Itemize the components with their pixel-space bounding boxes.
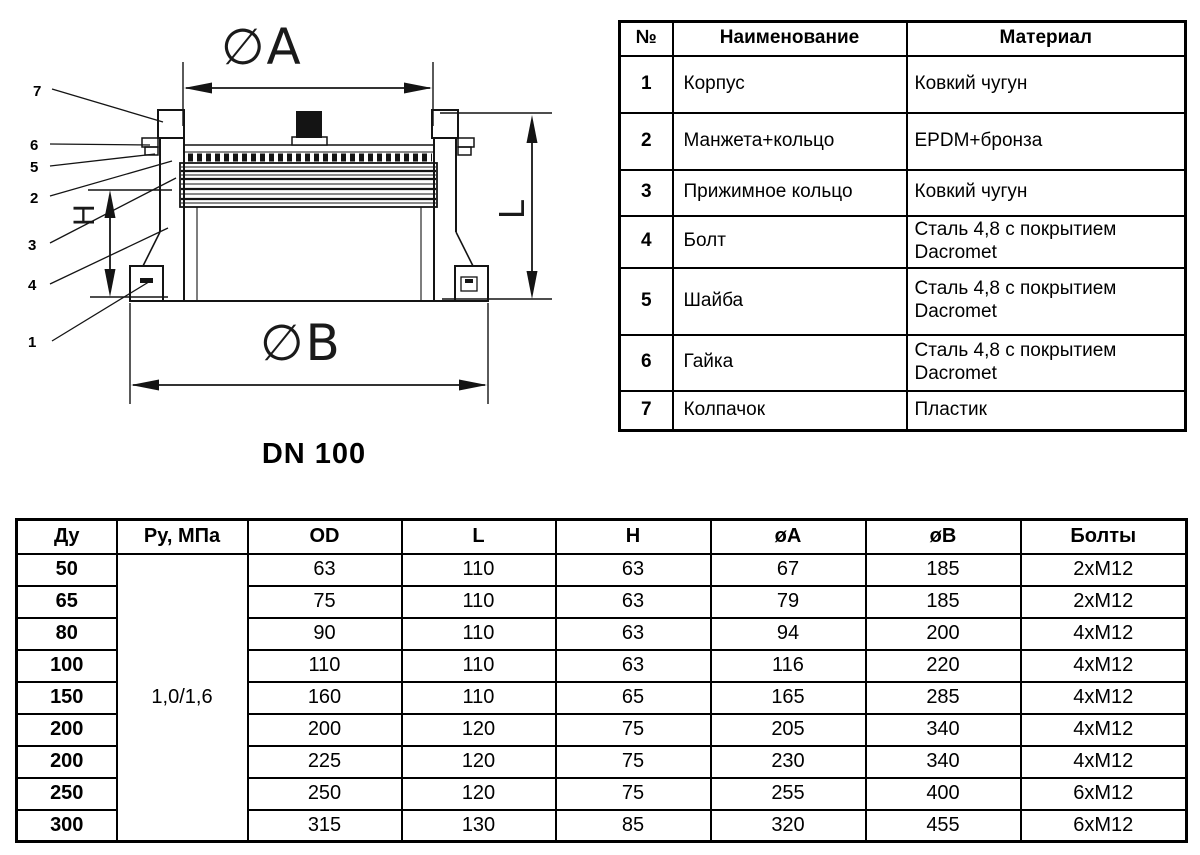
callout-label-6: 6 bbox=[30, 137, 39, 154]
parts-cell-num: 7 bbox=[620, 391, 673, 431]
dims-cell-bolts: 4xM12 bbox=[1021, 746, 1187, 778]
callout-label-7: 7 bbox=[33, 83, 42, 100]
dims-cell-h: 85 bbox=[556, 810, 711, 842]
dims-header-l: L bbox=[402, 520, 556, 554]
dims-cell-da: 320 bbox=[711, 810, 866, 842]
dims-cell-od: 250 bbox=[248, 778, 402, 810]
parts-cell-name: Колпачок bbox=[673, 391, 907, 431]
dims-header-row bbox=[17, 520, 1187, 554]
dims-cell-h: 63 bbox=[556, 586, 711, 618]
dim-l-label: L bbox=[491, 198, 532, 219]
dims-cell-l: 110 bbox=[402, 586, 556, 618]
parts-cell-name: Корпус bbox=[673, 56, 907, 113]
dims-cell-du: 200 bbox=[17, 746, 117, 778]
dims-cell-l: 120 bbox=[402, 778, 556, 810]
dims-cell-db: 340 bbox=[866, 714, 1021, 746]
dims-cell-du: 80 bbox=[17, 618, 117, 650]
parts-cell-material: Ковкий чугун bbox=[907, 56, 1186, 113]
dims-header-h: H bbox=[556, 520, 711, 554]
dims-cell-l: 110 bbox=[402, 554, 556, 586]
dims-cell-db: 400 bbox=[866, 778, 1021, 810]
parts-header-num: № bbox=[620, 22, 673, 56]
dims-cell-l: 120 bbox=[402, 746, 556, 778]
dims-cell-bolts: 6xM12 bbox=[1021, 810, 1187, 842]
parts-cell-material: Сталь 4,8 с покрытием Dacromet bbox=[907, 268, 1186, 335]
dims-cell-db: 185 bbox=[866, 554, 1021, 586]
parts-table bbox=[618, 20, 1187, 432]
dims-cell-od: 160 bbox=[248, 682, 402, 714]
dims-cell-h: 75 bbox=[556, 746, 711, 778]
dims-cell-bolts: 2xM12 bbox=[1021, 554, 1187, 586]
dims-cell-db: 220 bbox=[866, 650, 1021, 682]
dims-header-od: OD bbox=[248, 520, 402, 554]
dims-cell-h: 75 bbox=[556, 714, 711, 746]
dims-cell-da: 255 bbox=[711, 778, 866, 810]
dims-cell-od: 110 bbox=[248, 650, 402, 682]
dim-phi-a bbox=[183, 18, 433, 126]
dims-cell-pressure: 1,0/1,6 bbox=[117, 554, 248, 842]
callout-leader-7 bbox=[52, 89, 163, 122]
parts-cell-name: Прижимное кольцо bbox=[673, 170, 907, 216]
dims-cell-da: 116 bbox=[711, 650, 866, 682]
dims-header-pu: Ру, МПа bbox=[117, 520, 248, 554]
dims-cell-da: 165 bbox=[711, 682, 866, 714]
dims-cell-db: 200 bbox=[866, 618, 1021, 650]
dims-cell-bolts: 2xM12 bbox=[1021, 586, 1187, 618]
dims-cell-l: 110 bbox=[402, 650, 556, 682]
dim-phi-b-label: ∅B bbox=[260, 314, 342, 372]
parts-table-row bbox=[620, 335, 1186, 391]
dims-cell-du: 65 bbox=[17, 586, 117, 618]
parts-header-row bbox=[620, 22, 1186, 56]
dims-cell-h: 63 bbox=[556, 618, 711, 650]
callout-label-3: 3 bbox=[28, 237, 37, 254]
dims-cell-db: 185 bbox=[866, 586, 1021, 618]
dims-cell-h: 75 bbox=[556, 778, 711, 810]
parts-cell-num: 3 bbox=[620, 170, 673, 216]
parts-cell-num: 1 bbox=[620, 56, 673, 113]
callout-label-1: 1 bbox=[28, 334, 37, 351]
dims-header-db: øB bbox=[866, 520, 1021, 554]
dims-cell-du: 300 bbox=[17, 810, 117, 842]
dim-phi-b bbox=[130, 303, 488, 404]
callout-leader-1 bbox=[52, 280, 152, 341]
parts-table-row bbox=[620, 268, 1186, 335]
dims-cell-du: 100 bbox=[17, 650, 117, 682]
parts-header-material: Материал bbox=[907, 22, 1186, 56]
callouts bbox=[28, 83, 176, 351]
dims-header-du: Ду bbox=[17, 520, 117, 554]
dims-cell-l: 110 bbox=[402, 682, 556, 714]
parts-table-row bbox=[620, 113, 1186, 170]
parts-cell-material: Сталь 4,8 с покрытием Dacromet bbox=[907, 335, 1186, 391]
callout-leader-5 bbox=[50, 154, 155, 166]
dim-h bbox=[68, 190, 172, 297]
dim-phi-a-label: ∅A bbox=[221, 18, 303, 76]
dims-cell-da: 94 bbox=[711, 618, 866, 650]
parts-table-row bbox=[620, 391, 1186, 431]
dims-cell-bolts: 4xM12 bbox=[1021, 714, 1187, 746]
parts-table-row bbox=[620, 216, 1186, 268]
parts-cell-name: Болт bbox=[673, 216, 907, 268]
dims-cell-bolts: 4xM12 bbox=[1021, 682, 1187, 714]
dims-cell-du: 200 bbox=[17, 714, 117, 746]
dims-cell-db: 455 bbox=[866, 810, 1021, 842]
dims-cell-h: 65 bbox=[556, 682, 711, 714]
dims-cell-l: 130 bbox=[402, 810, 556, 842]
callout-label-4: 4 bbox=[28, 277, 37, 294]
parts-table-row bbox=[620, 170, 1186, 216]
dims-cell-od: 90 bbox=[248, 618, 402, 650]
drawing-caption: DN 100 bbox=[261, 438, 367, 470]
callout-label-5: 5 bbox=[30, 159, 39, 176]
parts-cell-material: Сталь 4,8 с покрытием Dacromet bbox=[907, 216, 1186, 268]
dims-cell-du: 50 bbox=[17, 554, 117, 586]
dims-cell-l: 120 bbox=[402, 714, 556, 746]
parts-cell-material: Ковкий чугун bbox=[907, 170, 1186, 216]
parts-header-name: Наименование bbox=[673, 22, 907, 56]
callout-leader-6 bbox=[50, 144, 150, 145]
dims-cell-h: 63 bbox=[556, 650, 711, 682]
parts-cell-material: Пластик bbox=[907, 391, 1186, 431]
parts-cell-num: 2 bbox=[620, 113, 673, 170]
dims-cell-bolts: 4xM12 bbox=[1021, 650, 1187, 682]
parts-cell-num: 6 bbox=[620, 335, 673, 391]
dims-cell-db: 340 bbox=[866, 746, 1021, 778]
dims-cell-du: 150 bbox=[17, 682, 117, 714]
dims-cell-od: 225 bbox=[248, 746, 402, 778]
dims-cell-od: 63 bbox=[248, 554, 402, 586]
dims-cell-od: 75 bbox=[248, 586, 402, 618]
parts-cell-num: 4 bbox=[620, 216, 673, 268]
dimensions-table bbox=[15, 518, 1188, 843]
dims-cell-od: 200 bbox=[248, 714, 402, 746]
callout-label-2: 2 bbox=[30, 190, 39, 207]
parts-cell-material: EPDM+бронза bbox=[907, 113, 1186, 170]
dims-header-bolts: Болты bbox=[1021, 520, 1187, 554]
dims-cell-db: 285 bbox=[866, 682, 1021, 714]
dims-table-row bbox=[17, 554, 1187, 586]
technical-drawing bbox=[0, 0, 600, 490]
top-bolt bbox=[292, 111, 327, 145]
dims-cell-du: 250 bbox=[17, 778, 117, 810]
dims-cell-da: 230 bbox=[711, 746, 866, 778]
dims-cell-l: 110 bbox=[402, 618, 556, 650]
dims-header-da: øA bbox=[711, 520, 866, 554]
parts-cell-name: Шайба bbox=[673, 268, 907, 335]
dims-cell-od: 315 bbox=[248, 810, 402, 842]
callout-leader-2 bbox=[50, 161, 172, 196]
dims-cell-h: 63 bbox=[556, 554, 711, 586]
dims-cell-da: 79 bbox=[711, 586, 866, 618]
dims-cell-bolts: 6xM12 bbox=[1021, 778, 1187, 810]
dims-cell-bolts: 4xM12 bbox=[1021, 618, 1187, 650]
parts-cell-num: 5 bbox=[620, 268, 673, 335]
dim-h-label: H bbox=[68, 204, 101, 226]
parts-cell-name: Гайка bbox=[673, 335, 907, 391]
dims-cell-da: 205 bbox=[711, 714, 866, 746]
parts-cell-name: Манжета+кольцо bbox=[673, 113, 907, 170]
dims-cell-da: 67 bbox=[711, 554, 866, 586]
parts-table-row bbox=[620, 56, 1186, 113]
